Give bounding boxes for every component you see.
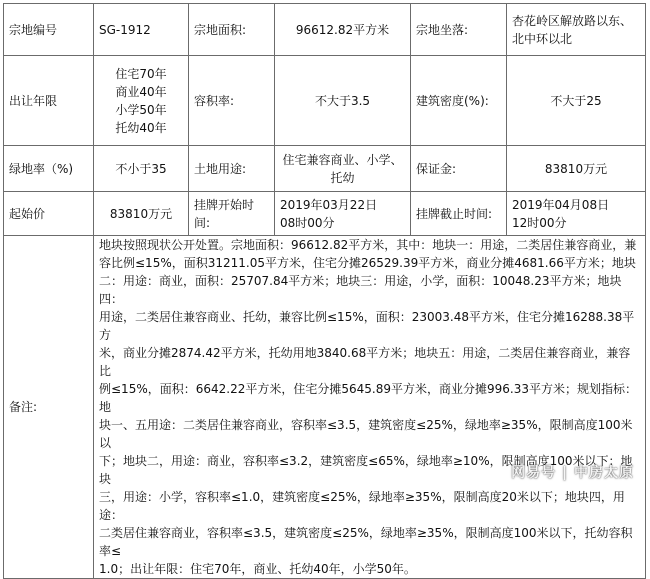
- remark-line: 地块按照现状公开处置。宗地面积：96612.82平方米，其中：地块一：用途，二类居住兼容商业，兼: [99, 238, 637, 252]
- land-use-line-1: 住宅兼容商业、小学、: [282, 152, 403, 167]
- listing-end-label: 挂牌截止时间:: [411, 192, 507, 236]
- land-use-label: 土地用途:: [189, 146, 275, 192]
- listing-start-date: 2019年03月22日: [280, 197, 378, 212]
- term-line-1: 住宅70年: [115, 66, 167, 81]
- listing-start-value: [275, 192, 411, 236]
- remark-line: 容比例≤15%，面积31211.05平方米，住宅分摊26529.39平方米，商业分摊4681.66平方米；地块: [99, 256, 636, 270]
- remark-line: 三，用途：小学，容积率≤1.0，建筑密度≤25%，绿地率≥35%，限制高度20米以下；地块四，用途：: [99, 490, 625, 522]
- remark-line: 块一、五用途：二类居住兼容商业，容积率≤3.5，建筑密度≤25%，绿地率≥35%，限制高度100米以: [99, 418, 633, 450]
- far-label: 容积率:: [189, 56, 275, 146]
- remark-line: 用途，二类居住兼容商业、托幼，兼容比例≤15%，面积：23003.48平方米，住宅分摊16288.38平方: [99, 310, 635, 342]
- term-line-2: 商业40年: [115, 84, 167, 99]
- table-row: [4, 236, 646, 579]
- remark-line: 二：用途：商业，面积：25707.84平方米；地块三：用途，小学，面积：10048.23平方米；地块四：: [99, 274, 622, 306]
- listing-start-label-line-1: 挂牌开始时: [194, 197, 255, 212]
- start-price-value: 83810万元: [94, 192, 189, 236]
- parcel-location-value: [507, 4, 646, 56]
- table-row: [4, 146, 646, 192]
- table-row: [4, 192, 646, 236]
- remark-line: 1.0；出让年限：住宅70年，商业、托幼40年，小学50年。: [99, 562, 416, 576]
- listing-end-time: 12时00分: [512, 215, 567, 230]
- land-use-value: [275, 146, 411, 192]
- deposit-value: 83810万元: [507, 146, 646, 192]
- term-line-4: 托幼40年: [115, 120, 167, 135]
- remark-line: 米，商业分摊2874.42平方米，托幼用地3840.68平方米；地块五：用途，二类居住兼容商业，兼容比: [99, 346, 631, 378]
- location-line-1: 杏花岭区解放路以东、: [512, 13, 633, 28]
- green-rate-label: 绿地率（%): [4, 146, 94, 192]
- remark-line: 例≤15%，面积：6642.22平方米，住宅分摊5645.89平方米，商业分摊996.33平方米；规划指标：地: [99, 382, 637, 414]
- parcel-area-value: 96612.82平方米: [275, 4, 411, 56]
- parcel-number-value: SG-1912: [94, 4, 189, 56]
- listing-end-value: [507, 192, 646, 236]
- remark-line: 下；地块二，用途：商业，容积率≤3.2，建筑密度≤65%，绿地率≥10%，限制高度100米以下；地块: [99, 454, 633, 486]
- listing-start-label-line-2: 间:: [194, 215, 211, 230]
- term-line-3: 小学50年: [115, 102, 167, 117]
- location-line-2: 北中环以北: [512, 31, 573, 46]
- table-row: [4, 56, 646, 146]
- start-price-label: 起始价: [4, 192, 94, 236]
- listing-start-time: 08时00分: [280, 215, 335, 230]
- density-label: 建筑密度(%):: [411, 56, 507, 146]
- listing-start-label: [189, 192, 275, 236]
- parcel-area-label: 宗地面积:: [189, 4, 275, 56]
- far-value: 不大于3.5: [275, 56, 411, 146]
- parcel-location-label: 宗地坐落:: [411, 4, 507, 56]
- listing-end-date: 2019年04月08日: [512, 197, 610, 212]
- remark-label: 备注:: [4, 236, 94, 579]
- density-value: 不大于25: [507, 56, 646, 146]
- parcel-number-label: 宗地编号: [4, 4, 94, 56]
- term-label: 出让年限: [4, 56, 94, 146]
- source-watermark: 网易号 | 中房太原: [511, 465, 634, 481]
- remark-text: [94, 236, 646, 579]
- term-value: [94, 56, 189, 146]
- remark-line: 二类居住兼容商业，容积率≤3.5，建筑密度≤25%，绿地率≥35%，限制高度100米以下，托幼容积率≤: [99, 526, 633, 558]
- deposit-label: 保证金:: [411, 146, 507, 192]
- land-info-table: [3, 3, 646, 579]
- green-rate-value: 不小于35: [94, 146, 189, 192]
- table-row: [4, 4, 646, 56]
- land-use-line-2: 托幼: [330, 170, 355, 185]
